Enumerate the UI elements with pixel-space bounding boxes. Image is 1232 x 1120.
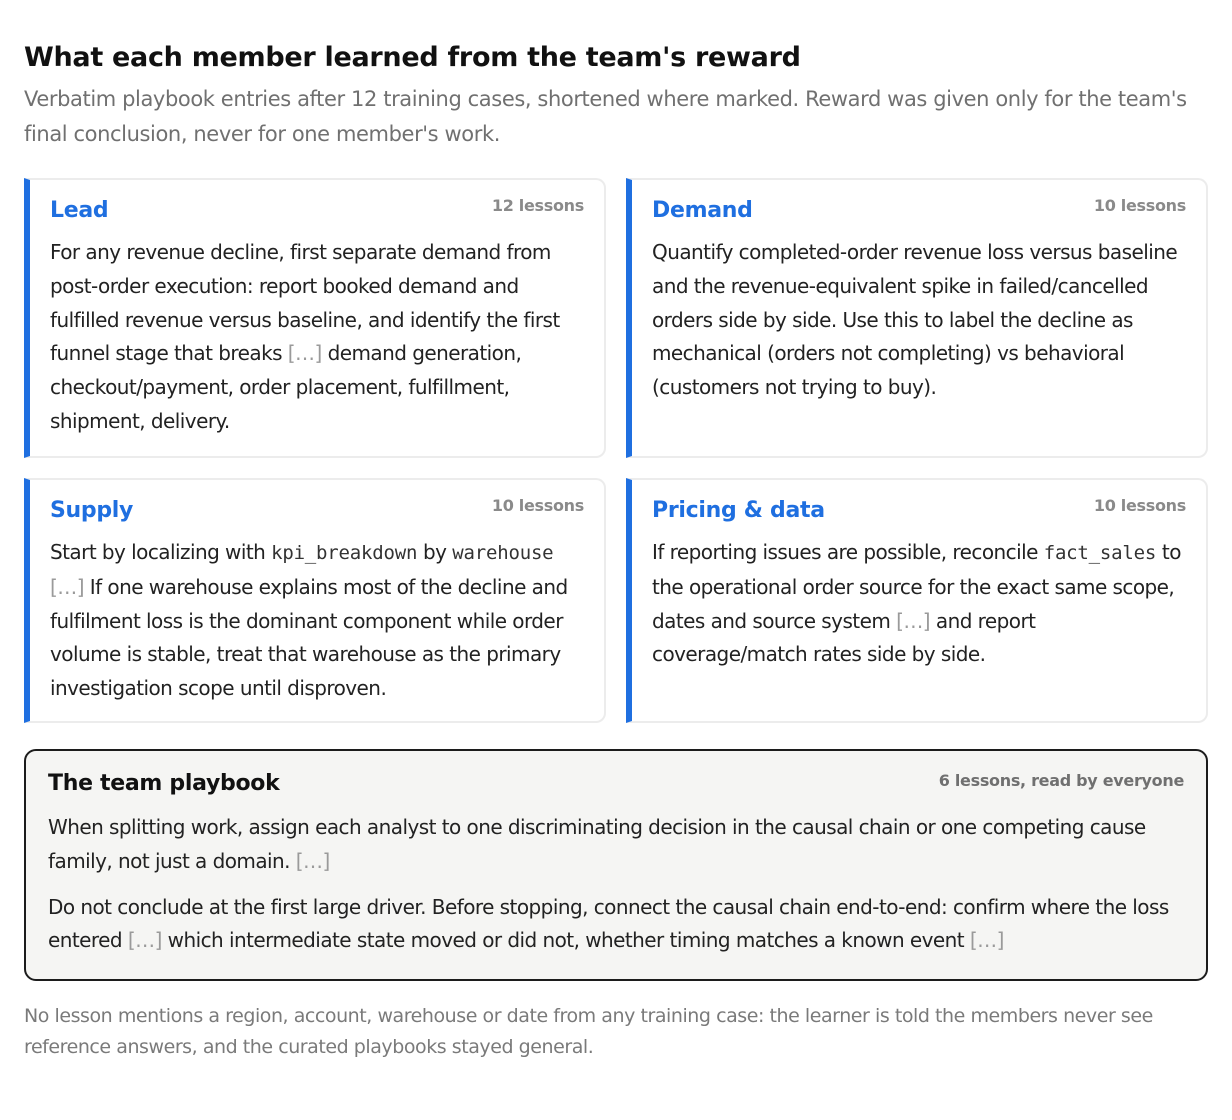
ellipsis-marker: […] <box>295 848 330 873</box>
member-card-supply <box>24 478 606 723</box>
lesson-text: Start by localizing with <box>50 540 266 564</box>
member-card-lead <box>24 178 606 458</box>
team-lesson <box>48 811 1184 879</box>
member-name: Lead <box>50 198 109 223</box>
team-playbook-panel <box>24 749 1208 981</box>
lesson-text: If reporting issues are possible, reconcile <box>652 540 1038 564</box>
page-subtitle: Verbatim playbook entries after 12 training cases, shortened where marked. Reward was given only for the team's final conclusion, never for one member's work. <box>24 87 1187 146</box>
ellipsis-marker: […] <box>127 928 162 953</box>
lesson-count: 10 lessons <box>1093 196 1186 215</box>
team-lesson-count: 6 lessons, read by everyone <box>938 771 1184 790</box>
page-title: What each member learned from the team's reward <box>24 42 801 73</box>
ellipsis-marker: […] <box>969 928 1004 953</box>
lesson-text: If one warehouse explains most of the decline and fulfilment loss is the dominant component while order volume is stable, treat that warehouse as the primary investigation scope until disproven. <box>50 574 568 701</box>
member-card-pricing-data <box>626 478 1208 723</box>
lesson-text: Quantify completed-order revenue loss versus baseline and the revenue-equivalent spike in failed/cancelled orders side by side. Use this to label the decline as mechanical (orders not completing) vs behavioral (customers not trying to buy). <box>652 240 1178 400</box>
card-header <box>652 198 1186 236</box>
lesson-text: which intermediate state moved or did not, whether timing matches a known event <box>167 928 965 953</box>
lesson-count: 10 lessons <box>1093 496 1186 515</box>
ellipsis-marker: […] <box>896 608 931 633</box>
lesson-text: by <box>423 540 447 564</box>
lesson-text: demand generation, checkout/payment, order placement, fulfillment, shipment, delivery. <box>50 341 522 433</box>
member-lesson <box>50 536 584 706</box>
member-lesson <box>50 236 584 439</box>
ellipsis-marker: […] <box>50 574 84 599</box>
lesson-count: 10 lessons <box>491 496 584 515</box>
card-header <box>50 498 584 536</box>
member-name: Supply <box>50 498 134 523</box>
code-term: kpi_breakdown <box>271 542 418 564</box>
member-name: Pricing & data <box>652 498 825 523</box>
team-playbook-title: The team playbook <box>48 771 280 796</box>
code-term: fact_sales <box>1043 542 1157 564</box>
team-lesson <box>48 891 1184 959</box>
card-header <box>50 198 584 236</box>
card-header <box>652 498 1186 536</box>
lesson-text: and report coverage/match rates side by side. <box>652 608 1036 667</box>
lesson-text: to the operational order source for the exact same scope, dates and source system <box>652 540 1181 633</box>
lesson-text: For any revenue decline, first separate demand from post-order execution: report booked demand and fulfilled revenue versus baseline, and identify the first funnel stage that breaks <box>50 240 560 366</box>
member-lesson <box>652 236 1186 405</box>
member-card-demand <box>626 178 1208 458</box>
code-term: warehouse <box>452 542 554 564</box>
member-name: Demand <box>652 198 753 223</box>
page <box>24 36 1208 1063</box>
ellipsis-marker: […] <box>287 341 322 366</box>
lesson-text: Do not conclude at the first large driver. Before stopping, connect the causal chain end-to-end: confirm where the loss entered <box>48 894 1169 953</box>
team-playbook-header <box>48 771 1184 811</box>
lesson-count: 12 lessons <box>491 196 584 215</box>
lesson-text: When splitting work, assign each analyst to one discriminating decision in the causal chain or one competing cause family, not just a domain. <box>48 815 1146 873</box>
footnote: No lesson mentions a region, account, warehouse or date from any training case: the learner is told the members never see reference answers, and the curated playbooks stayed general. <box>24 1005 1153 1058</box>
member-cards-grid <box>24 178 1208 723</box>
member-lesson <box>652 536 1186 672</box>
